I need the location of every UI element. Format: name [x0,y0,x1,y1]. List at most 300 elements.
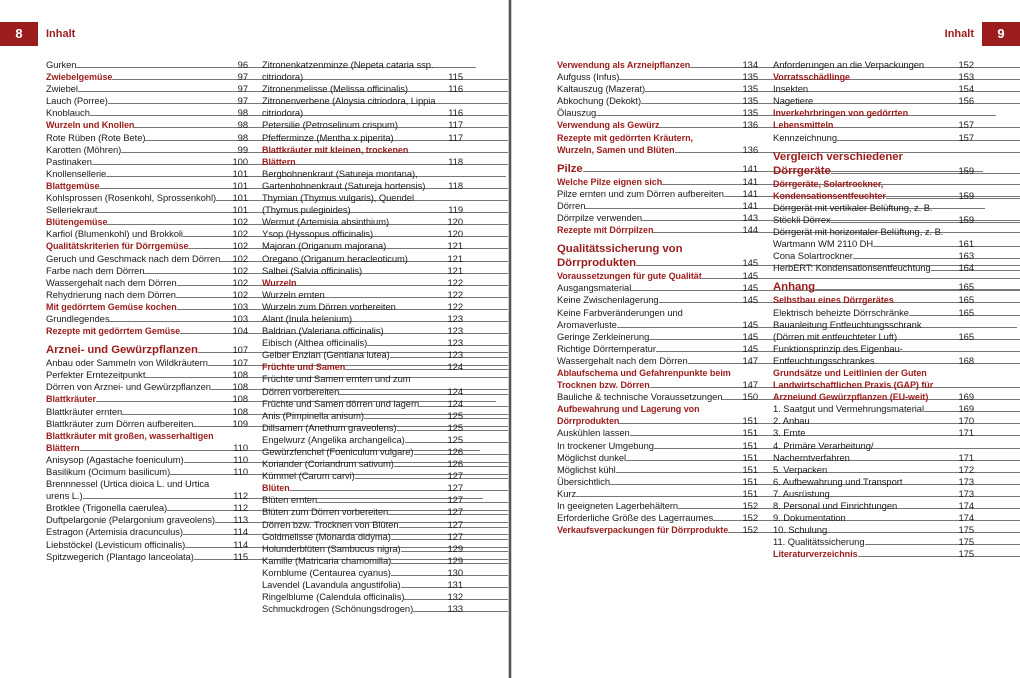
toc-entry-title: Salbei (Salvia officinalis) [262,265,437,277]
toc-section-heading [557,524,758,536]
toc-entry-title: Zwiebelgemüse [46,71,222,83]
toc-entry [557,107,758,119]
toc-entry-title: 8. Personal und Einrichtungen [773,500,948,512]
toc-page-number: 168 [958,354,974,366]
toc-page-number: 113 [233,514,248,526]
toc-section-heading [46,240,248,252]
toc-entry [46,144,248,156]
toc-entry-title: Oregano (Origanum heracleoticum) [262,253,437,265]
toc-page-number: 123 [447,312,463,324]
toc-page-number: 98 [237,119,248,131]
toc-entry-title: Majoran (Origanum majorana) [262,240,437,252]
toc-entry [262,325,463,337]
toc-entry [557,427,758,439]
toc-section-heading [46,301,248,313]
toc-entry [557,83,758,95]
toc-page-number: 152 [742,512,758,524]
toc-entry [773,262,974,274]
toc-entry-title: Vorratsschädlinge [773,71,948,83]
toc-page-number: 159 [958,213,974,225]
toc-entry-title: Liebstöckel (Levisticum officinalis) [46,539,222,551]
toc-section-heading [46,180,248,192]
toc-page-number: 129 [447,542,463,554]
toc-page-number: 129 [447,554,463,566]
toc-entry [46,381,248,393]
toc-entry [557,282,758,294]
toc-entry-title: Kurz [557,488,732,500]
toc-section-heading [557,132,758,156]
toc-page-number: 145 [742,294,758,306]
toc-entry [46,253,248,265]
toc-entry-title: Aufguss (Infus) [557,71,732,83]
toc-entry [262,59,463,83]
toc-entry [557,488,758,500]
toc-page-number: 120 [447,228,463,240]
toc-page-number: 151 [742,487,758,499]
toc-page-number: 171 [958,427,974,439]
toc-entry-title: Baldrian (Valeriana officinalis) [262,325,437,337]
toc-entry-title: Selbstbau eines Dörrgerätes [773,294,948,306]
toc-page-number: 119 [448,204,463,216]
toc-page-number: 122 [447,276,463,288]
toc-entry-title: Früchte und Samen dörren und lagern [262,398,437,410]
toc-entry-title: Dörrgerät mit vertikaler Belüftung, z. B. Stöckli Dörrex [773,202,948,226]
toc-entry-title: Thymian (Thymus vulgaris), Quendel (Thymus pulegioides) [262,192,437,216]
toc-entry-title: HerbERT: Kondensationsentfeuchtung [773,262,948,274]
toc-entry-title: Gartenbohnenkraut (Satureja hortensis) [262,180,437,192]
toc-entry-title: 7. Ausrüstung [773,488,948,500]
toc-entry [262,555,463,567]
toc-entry-title: Gewürzfenchel (Foeniculum vulgare) [262,446,437,458]
toc-page-number: 151 [742,463,758,475]
toc-entry-title: Pastinaken [46,156,222,168]
toc-entry-title: Vergleich verschiedener Dörrgeräte [773,150,948,178]
toc-page-number: 123 [447,337,463,349]
toc-entry-title: 5. Verpacken [773,464,948,476]
toc-entry [557,307,758,331]
toc-entry [262,373,463,397]
toc-entry-title: Dörrgerät mit horizontaler Belüftung, z. B. Wartmann WM 2110 DH [773,226,948,250]
toc-entry [46,83,248,95]
toc-entry-title: Brennnessel (Urtica dioica L. und Urtica urens L.) [46,478,222,502]
toc-entry-title: Grundsätze und Leitlinien der Guten Landwirtschaftlichen Praxis (GAP) für Arzneiund Gewürzpflanzen (EU-weit) [773,367,948,403]
toc-page-number: 141 [742,187,758,199]
toc-page-number: 145 [742,330,758,342]
toc-entry [262,349,463,361]
toc-page-number: 136 [742,119,758,131]
toc-entry [46,132,248,144]
toc-entry-title: Duftpelargonie (Pelargonium graveolens) [46,514,222,526]
toc-page-number: 141 [742,162,758,174]
toc-entry [46,192,248,204]
toc-page-number: 99 [237,143,248,155]
toc-page-number: 127 [447,530,463,542]
toc-entry [557,95,758,107]
toc-entry [557,476,758,488]
toc-page-number: 175 [958,524,974,536]
toc-page-number: 102 [232,240,248,252]
toc-page-number: 135 [742,107,758,119]
toc-section-heading [773,548,974,560]
toc-entry [262,265,463,277]
toc-entry-title: Abkochung (Dekokt) [557,95,732,107]
toc-page-number: 132 [447,591,463,603]
toc-entry-title: Anforderungen an die Verpackungen [773,59,948,71]
toc-entry [46,228,248,240]
toc-entry [262,398,463,410]
toc-page-number: 169 [958,403,974,415]
toc-entry-title: Karfiol (Blumenkohl) und Brokkoli [46,228,222,240]
toc-section-heading [773,71,974,83]
toc-column-3 [557,59,758,536]
toc-page-number: 107 [232,344,248,356]
toc-entry-title: Anis (Pimpinella anisum) [262,410,437,422]
toc-entry [262,132,463,144]
toc-entry-title: Geringe Zerkleinerung [557,331,732,343]
toc-entry-title: Zitronenkatzenminze (Nepeta cataria ssp. citriodora) [262,59,437,83]
toc-chapter-heading [773,150,974,178]
toc-entry-title: Kohlsprossen (Rosenkohl, Sprossenkohl) [46,192,222,204]
toc-entry [46,168,248,180]
toc-entry-title: Dörren bzw. Trocknen von Blüten [262,519,437,531]
toc-page-number: 143 [742,212,758,224]
toc-page-number: 130 [447,566,463,578]
toc-section-heading [46,71,248,83]
toc-entry [46,59,248,71]
toc-page-number: 145 [742,257,758,269]
toc-entry [262,591,463,603]
toc-entry-title: Dörren von Arznei- und Gewürzpflanzen [46,381,222,393]
toc-page-number: 165 [958,306,974,318]
toc-page-number: 147 [742,354,758,366]
toc-entry-title: Welche Pilze eignen sich [557,176,732,188]
toc-page-number: 122 [447,300,463,312]
toc-page-number: 98 [237,107,248,119]
toc-entry [557,71,758,83]
toc-page-number: 173 [958,487,974,499]
toc-entry [773,132,974,144]
toc-entry [262,192,463,216]
toc-entry [46,265,248,277]
toc-entry [46,313,248,325]
toc-entry [773,488,974,500]
toc-entry-title: Möglichst kühl [557,464,732,476]
toc-entry-title: 2. Anbau [773,415,948,427]
toc-page-number: 135 [742,83,758,95]
toc-page-number: 131 [447,579,463,591]
toc-page-number: 108 [232,405,248,417]
toc-entry [46,107,248,119]
toc-entry-title: Alant (Inula helenium) [262,313,437,325]
toc-page-number: 150 [742,391,758,403]
toc-entry-title: Wermut (Artemisia absinthium) [262,216,437,228]
toc-entry-title: Wurzeln und Knollen [46,119,222,131]
toc-entry-title: Wassergehalt nach dem Dörren [557,355,732,367]
toc-entry-title: Dörrpilze verwenden [557,212,732,224]
toc-entry [773,83,974,95]
toc-entry-title: Schmuckdrogen (Schönungsdrogen) [262,603,437,615]
toc-entry [262,603,463,615]
toc-entry [46,95,248,107]
toc-entry [262,567,463,579]
toc-entry-title: Bauliche & technische Voraussetzungen [557,391,732,403]
toc-entry-title: 3. Ernte [773,427,948,439]
toc-entry-title: In geeigneten Lagerbehältern [557,500,732,512]
toc-entry [46,277,248,289]
toc-entry-title: Bergbohnenkraut (Satureja montana), [262,167,418,179]
toc-entry-title: 6. Aufbewahrung und Transport [773,476,948,488]
toc-entry [46,526,248,538]
toc-section-heading [46,119,248,131]
toc-page-number: 102 [232,288,248,300]
toc-page-number: 123 [447,325,463,337]
toc-entry [46,514,248,526]
toc-entry-title: Blüten ernten [262,494,437,506]
toc-entry-title: Rezepte mit Dörrpilzen [557,224,732,236]
toc-entry-title: Verkaufsverpackungen für Dörrprodukte [557,524,732,536]
toc-section-heading [557,270,758,282]
toc-entry [262,228,463,240]
toc-page-number: 104 [232,325,248,337]
toc-page-number: 102 [232,264,248,276]
toc-entry-title: Blattkräuter zum Dörren aufbereiten [46,418,222,430]
toc-entry [773,226,974,250]
toc-section-heading [46,430,248,454]
toc-entry-title: Voraussetzungen für gute Qualität [557,270,732,282]
toc-section-heading [557,367,758,391]
toc-entry [46,369,248,381]
toc-entry-title: Kaltauszug (Mazerat) [557,83,732,95]
toc-page-number: 174 [958,500,974,511]
toc-section-heading [557,59,758,71]
left-page-header: Inhalt [46,28,76,40]
toc-page-number: 103 [232,300,248,312]
toc-entry-title: Kümmel (Carum carvi) [262,470,437,482]
toc-entry-title: Ausgangsmaterial [557,282,732,294]
toc-entry-title: Anhang [773,280,948,294]
toc-page-number: 101 [232,204,248,216]
toc-entry-title: Lauch (Porree) [46,95,222,107]
toc-page-number: 107 [232,357,248,369]
toc-entry-title: Richtige Dörrtemperatur [557,343,732,355]
toc-entry-title: Goldmelisse (Monarda didyma) [262,531,437,543]
toc-section-heading [557,224,758,236]
toc-entry-title: Dörren [557,200,732,212]
toc-page-number: 97 [237,95,248,107]
toc-entry [557,464,758,476]
toc-page-number: 101 [232,167,248,179]
toc-entry-title: Insekten [773,83,948,95]
toc-entry-title: Ysop (Hyssopus officinalis) [262,228,437,240]
toc-page-number: 157 [958,131,974,143]
toc-page-number: 133 [447,603,463,615]
toc-entry [557,512,758,524]
toc-entry-title: 4. Primäre Verarbeitung/ Nacherntverfahren [773,440,948,464]
toc-page-number: 127 [447,470,463,482]
toc-entry-title: Blattkräuter [46,393,222,405]
toc-entry [46,502,248,514]
toc-page-number: 110 [233,466,248,477]
toc-entry-title: Nagetiere [773,95,948,107]
toc-entry [773,440,974,464]
toc-entry [46,357,248,369]
toc-entry-title: Dillsamen (Anethum graveolens) [262,422,437,434]
toc-page-number: 101 [232,179,248,191]
toc-page-number: 154 [958,83,974,95]
toc-entry-title: Selleriekraut [46,204,222,216]
toc-entry [773,403,974,415]
toc-column-2 [262,59,463,615]
toc-chapter-heading [557,162,758,176]
toc-entry [557,200,758,212]
toc-page-number: 125 [447,421,463,433]
toc-entry [557,500,758,512]
toc-entry-title: Zitronenmelisse (Melissa officinalis) [262,83,437,95]
toc-entry [262,446,463,458]
toc-page-number: 165 [958,281,974,293]
toc-entry [557,343,758,355]
toc-entry [262,470,463,482]
toc-entry-title: Blüten zum Dörren vorbereiten [262,506,437,518]
toc-page-number: 127 [447,518,463,530]
toc-page-number: 165 [958,294,974,306]
toc-entry-title: Rezepte mit gedörrtem Gemüse [46,325,222,337]
toc-entry-title: 1. Saatgut und Vermehrungsmaterial [773,403,948,415]
left-page [0,0,508,678]
toc-entry [46,418,248,430]
toc-entry [557,212,758,224]
toc-page-number: 103 [232,312,248,324]
toc-entry-title: Anisysop (Agastache foeniculum) [46,454,222,466]
toc-page-number: 145 [742,342,758,354]
toc-entry-title: Rehydrierung nach dem Dörren [46,289,222,301]
toc-entry-title: Früchte und Samen ernten und zum Dörren vorbereiten [262,373,437,397]
toc-entry-title: Anbau oder Sammeln von Wildkräutern [46,357,222,369]
toc-page-number: 114 [233,538,248,550]
toc-page-number: 145 [742,270,758,282]
toc-page-number: 118 [448,155,463,167]
toc-page-number: 122 [447,288,463,300]
toc-entry-title: Zitronenverbene (Aloysia citriodora, Lippia citriodora) [262,95,436,119]
toc-entry-title: Eibisch (Althea officinalis) [262,337,437,349]
toc-entry-title: Geruch und Geschmack nach dem Dörren [46,252,221,264]
toc-entry [773,59,974,71]
toc-page-number: 171 [958,451,974,463]
toc-page-number: 96 [237,59,248,70]
toc-entry-title: Pilze ernten und zum Dörren aufbereiten [557,188,732,200]
toc-entry [46,156,248,168]
toc-section-heading [773,178,974,202]
toc-entry-title: In trockener Umgebung [557,440,732,452]
toc-entry-title: Gurken [46,59,222,71]
toc-entry-title: Aufbewahrung und Lagerung von Dörrprodukten [557,403,732,427]
toc-page-number: 136 [742,143,758,155]
toc-entry [262,519,463,531]
toc-page-number: 126 [447,458,463,470]
toc-page-number: 151 [742,427,758,439]
toc-page-number: 141 [742,175,758,187]
toc-page-number: 134 [742,59,758,70]
toc-page-number: 108 [232,393,248,405]
toc-page-number: 172 [958,463,974,475]
toc-entry-title: Wurzeln zum Dörren vorbereiten [262,301,437,313]
toc-page-number: 112 [233,502,248,514]
toc-page-number: 118 [448,179,463,191]
toc-entry-title: Petersilie (Petroselinum crispum) [262,119,437,131]
toc-entry [773,319,974,343]
toc-entry-title: Kennzeichnung [773,132,948,144]
toc-entry [262,301,463,313]
toc-entry [773,427,974,439]
toc-entry [46,454,248,466]
toc-entry [557,294,758,306]
toc-page-number: 164 [958,262,974,274]
toc-entry [773,95,974,107]
toc-page-number: 127 [447,494,463,506]
toc-entry-title: Engelwurz (Angelika archangelica) [262,434,437,446]
toc-entry-title: Spitzwegerich (Plantago lanceolata) [46,551,222,563]
toc-entry [773,307,974,319]
toc-entry [262,168,463,180]
toc-entry-title: Literaturverzeichnis [773,548,948,560]
toc-entry-title: Grundlegendes [46,313,222,325]
toc-entry [46,478,248,502]
toc-page-number: 108 [232,381,248,393]
toc-page-number: 115 [448,71,463,83]
toc-page-number: 152 [742,524,758,536]
toc-entry [262,531,463,543]
toc-entry-title: Koriander (Coriandrum sativum) [262,458,437,470]
toc-entry [773,343,974,367]
toc-page-number: 109 [232,417,248,429]
toc-entry-title: Pilze [557,162,732,176]
toc-entry-title: Kornblume (Centaurea cyanus) [262,567,437,579]
toc-entry-title: Zwiebel [46,83,222,95]
toc-page-number: 152 [742,500,758,511]
toc-entry-title: Verwendung als Arzneipflanzen [557,59,732,71]
toc-entry-title: Lavendel (Lavandula angustifolia) [262,579,437,591]
toc-page-number: 125 [447,433,463,445]
toc-entry-title: Kamille (Matricaria chamomilla) [262,555,437,567]
toc-section-heading [773,294,974,306]
toc-section-heading [557,119,758,131]
toc-page-number: 102 [232,216,248,228]
toc-entry-title: Blattkräuter ernten [46,406,222,418]
toc-page-number: 121 [447,240,463,252]
toc-page-number: 126 [447,446,463,457]
toc-page-number: 127 [447,506,463,518]
toc-entry-title: Ölauszug [557,107,732,119]
toc-entry-title: Inverkehrbringen von gedörrten Lebensmitteln [773,107,948,131]
toc-entry [557,331,758,343]
toc-entry-title: Arznei- und Gewürzpflanzen [46,343,222,357]
toc-entry [773,512,974,524]
toc-entry [773,250,974,262]
toc-page-number: 161 [958,238,974,250]
toc-page-number: 170 [958,415,974,427]
toc-section-heading [262,482,463,494]
toc-page-number: 102 [232,252,248,264]
toc-entry-title: Pfefferminze (Mentha x piperita) [262,132,437,144]
toc-page-number: 151 [742,439,758,451]
toc-entry-title: Cona Solartrockner [773,250,948,262]
toc-page-number: 115 [233,550,248,562]
toc-entry-title: Knollensellerie [46,168,222,180]
toc-entry-title: 11. Qualitätssicherung [773,536,948,548]
toc-page-number: 98 [237,131,248,143]
toc-section-heading [46,325,248,337]
toc-page-number: 116 [448,107,463,119]
